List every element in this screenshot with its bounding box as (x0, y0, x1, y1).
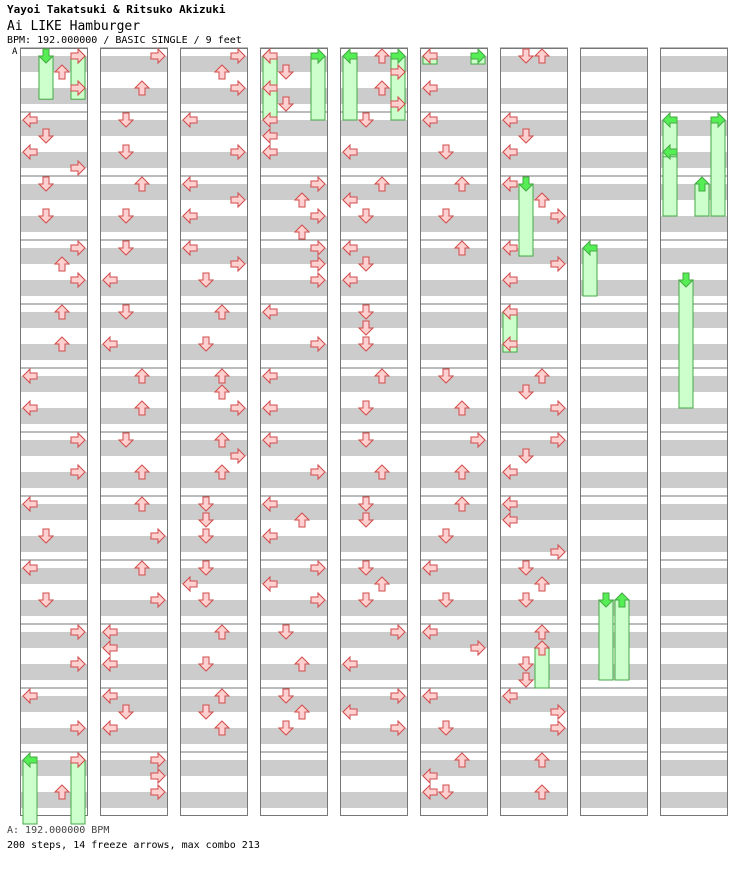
beat-stripe (660, 312, 728, 328)
beat-stripe (660, 536, 728, 552)
chart-stats: 200 steps, 14 freeze arrows, max combo 213 (7, 840, 260, 851)
freeze-body (663, 120, 677, 216)
beat-stripe (580, 632, 648, 648)
beat-stripe (580, 504, 648, 520)
beat-stripe (180, 760, 248, 776)
beat-stripe (420, 504, 488, 520)
beat-stripe (420, 184, 488, 200)
beat-stripe (660, 440, 728, 456)
beat-stripe (660, 472, 728, 488)
beat-stripe (580, 440, 648, 456)
beat-stripe (500, 792, 568, 808)
beat-stripe (20, 600, 88, 616)
beat-stripe (580, 536, 648, 552)
beat-stripe (660, 600, 728, 616)
beat-stripe (660, 792, 728, 808)
beat-stripe (500, 632, 568, 648)
beat-stripe (580, 376, 648, 392)
beat-stripe (500, 56, 568, 72)
beat-stripe (580, 216, 648, 232)
beat-stripe (340, 440, 408, 456)
beat-stripe (340, 312, 408, 328)
beat-stripe (660, 56, 728, 72)
beat-stripe (100, 440, 168, 456)
beat-stripe (420, 248, 488, 264)
beat-stripe (660, 408, 728, 424)
beat-stripe (180, 312, 248, 328)
beat-stripe (580, 120, 648, 136)
beat-stripe (580, 760, 648, 776)
beat-stripe (100, 184, 168, 200)
beat-stripe (20, 344, 88, 360)
beat-stripe (660, 216, 728, 232)
beat-stripe (260, 728, 328, 744)
beat-stripe (500, 376, 568, 392)
beat-stripe (340, 600, 408, 616)
bpm-legend: A: 192.000000 BPM (7, 825, 110, 836)
beat-stripe (20, 312, 88, 328)
beat-stripe (420, 728, 488, 744)
beat-stripe (340, 216, 408, 232)
beat-stripe (660, 696, 728, 712)
freeze-body (679, 280, 693, 408)
beat-stripe (580, 792, 648, 808)
beat-stripe (580, 88, 648, 104)
freeze-body (615, 600, 629, 680)
beat-stripe (100, 152, 168, 168)
beat-stripe (660, 280, 728, 296)
beat-stripe (340, 472, 408, 488)
beat-stripe (180, 600, 248, 616)
beat-stripe (180, 536, 248, 552)
beat-stripe (180, 472, 248, 488)
beat-stripe (20, 184, 88, 200)
beat-stripe (180, 792, 248, 808)
beat-stripe (340, 792, 408, 808)
beat-stripe (340, 760, 408, 776)
beat-stripe (420, 472, 488, 488)
beat-stripe (340, 504, 408, 520)
bpm-marker-label: A (12, 47, 18, 57)
beat-stripe (340, 408, 408, 424)
beat-stripe (100, 408, 168, 424)
beat-stripe (660, 376, 728, 392)
beat-stripe (180, 376, 248, 392)
song-title: Ai LIKE Hamburger (7, 19, 141, 34)
beat-stripe (500, 664, 568, 680)
freeze-body (711, 120, 725, 216)
beat-stripe (100, 504, 168, 520)
beat-stripe (340, 568, 408, 584)
beat-stripe (100, 472, 168, 488)
beat-stripe (180, 696, 248, 712)
beat-stripe (420, 664, 488, 680)
beat-stripe (20, 536, 88, 552)
beat-stripe (580, 728, 648, 744)
beat-stripe (180, 344, 248, 360)
chart-info: BPM: 192.000000 / BASIC SINGLE / 9 feet (7, 35, 242, 46)
beat-stripe (260, 696, 328, 712)
freeze-body (71, 760, 85, 824)
beat-stripe (660, 664, 728, 680)
freeze-body (311, 56, 325, 120)
beat-stripe (500, 568, 568, 584)
beat-stripe (340, 120, 408, 136)
beat-stripe (580, 344, 648, 360)
beat-stripe (580, 568, 648, 584)
beat-stripe (260, 632, 328, 648)
beat-stripe (660, 504, 728, 520)
beat-stripe (500, 600, 568, 616)
beat-stripe (580, 56, 648, 72)
beat-stripe (420, 280, 488, 296)
beat-stripe (260, 792, 328, 808)
beat-stripe (420, 216, 488, 232)
beat-stripe (660, 344, 728, 360)
beat-stripe (580, 600, 648, 616)
beat-stripe (580, 152, 648, 168)
beat-stripe (660, 568, 728, 584)
beat-stripe (420, 312, 488, 328)
beat-stripe (500, 760, 568, 776)
beat-stripe (180, 664, 248, 680)
beat-stripe (100, 312, 168, 328)
beat-stripe (660, 728, 728, 744)
beat-stripe (580, 696, 648, 712)
beat-stripe (420, 600, 488, 616)
beat-stripe (420, 152, 488, 168)
beat-stripe (340, 536, 408, 552)
beat-stripe (580, 184, 648, 200)
beat-stripe (340, 344, 408, 360)
beat-stripe (580, 408, 648, 424)
beat-stripe (420, 536, 488, 552)
beat-stripe (180, 632, 248, 648)
beat-stripe (660, 632, 728, 648)
freeze-body (519, 184, 533, 256)
freeze-body (599, 600, 613, 680)
beat-stripe (100, 376, 168, 392)
beat-stripe (260, 760, 328, 776)
beat-stripe (100, 120, 168, 136)
beat-stripe (180, 280, 248, 296)
freeze-body (343, 56, 357, 120)
beat-stripe (660, 88, 728, 104)
beat-stripe (580, 312, 648, 328)
beat-stripe (660, 248, 728, 264)
beat-stripe (100, 568, 168, 584)
beat-stripe (20, 216, 88, 232)
beat-stripe (100, 248, 168, 264)
beat-stripe (500, 88, 568, 104)
beat-stripe (180, 504, 248, 520)
beat-stripe (180, 728, 248, 744)
beat-stripe (420, 344, 488, 360)
beat-stripe (100, 216, 168, 232)
beat-stripe (580, 472, 648, 488)
beat-stripe (420, 376, 488, 392)
beat-stripe (260, 664, 328, 680)
beat-stripe (100, 88, 168, 104)
freeze-body (23, 760, 37, 824)
beat-stripe (580, 664, 648, 680)
beat-stripe (420, 408, 488, 424)
beat-stripe (660, 760, 728, 776)
artist-name: Yayoi Takatsuki & Ritsuko Akizuki (7, 3, 226, 16)
beat-stripe (340, 376, 408, 392)
